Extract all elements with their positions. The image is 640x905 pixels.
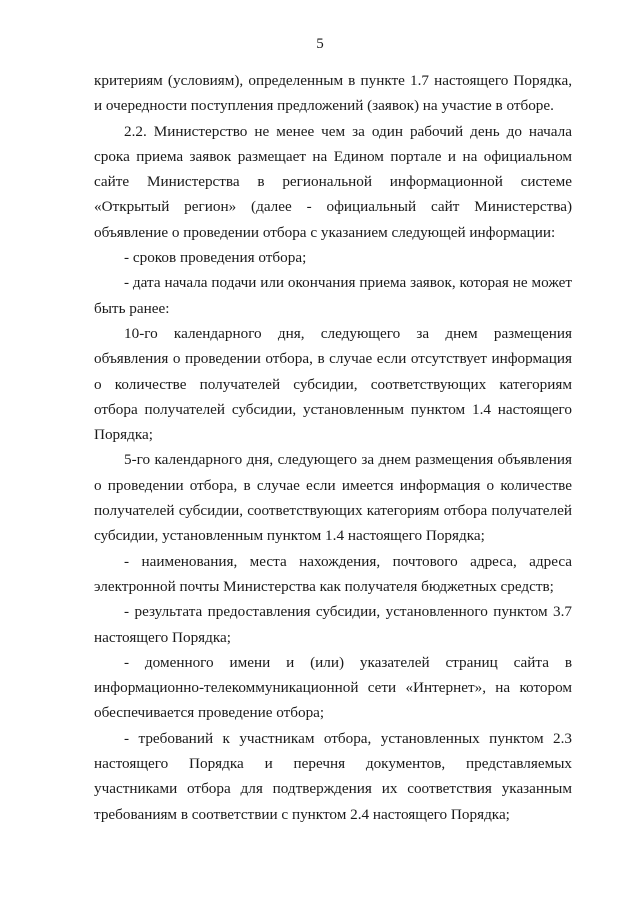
- list-item-application-dates: - дата начала подачи или окончания приема заявок, которая не может быть ранее:: [94, 274, 572, 317]
- paragraph-section-2-2: 2.2. Министерство не менее чем за один рабочий день до начала срока приема заявок размещает на Едином портале и на официальном сайте Министерства в региональной информационной системе «Открытый регион» (далее - официальный сайт Министерства) объявление о проведении отбора с указанием следующей информации:: [94, 122, 572, 241]
- paragraph-5th-day-rule: 5-го календарного дня, следующего за днем размещения объявления о проведении отбора, в случае если имеется информация о количестве получателей субсидии, соответствующих категориям отбора получателей субсидии, установленным пунктом 1.4 настоящего Порядка;: [94, 451, 572, 545]
- document-body: [94, 68, 572, 827]
- list-item-participant-requirements: - требований к участникам отбора, установленных пунктом 2.3 настоящего Порядка и перечня документов, представляемых участниками отбора для подтверждения их соответствия указанным требованиям в соответствии с пунктом 2.4 настоящего Порядка;: [94, 729, 572, 823]
- paragraph-continuation: критериям (условиям), определенным в пункте 1.7 настоящего Порядка, и очередности поступления предложений (заявок) на участие в отборе.: [94, 72, 572, 115]
- page-number: 5: [316, 36, 324, 52]
- paragraph-10th-day-rule: 10-го календарного дня, следующего за днем размещения объявления о проведении отбора, в случае если отсутствует информация о количестве получателей субсидии, соответствующих категориям отбора получателей субсидии, установленным пунктом 1.4 настоящего Порядка;: [94, 324, 572, 444]
- list-item-subsidy-result: - результата предоставления субсидии, установленного пунктом 3.7 настоящего Порядка;: [94, 603, 572, 646]
- list-item-domain-name: - доменного имени и (или) указателей страниц сайта в информационно-телекоммуникационной сети «Интернет», на котором обеспечивается проведение отбора;: [94, 653, 572, 722]
- list-item-selection-terms: - сроков проведения отбора;: [124, 249, 307, 267]
- list-item-ministry-contacts: - наименования, места нахождения, почтового адреса, адреса электронной почты Министерства как получателя бюджетных средств;: [94, 552, 572, 595]
